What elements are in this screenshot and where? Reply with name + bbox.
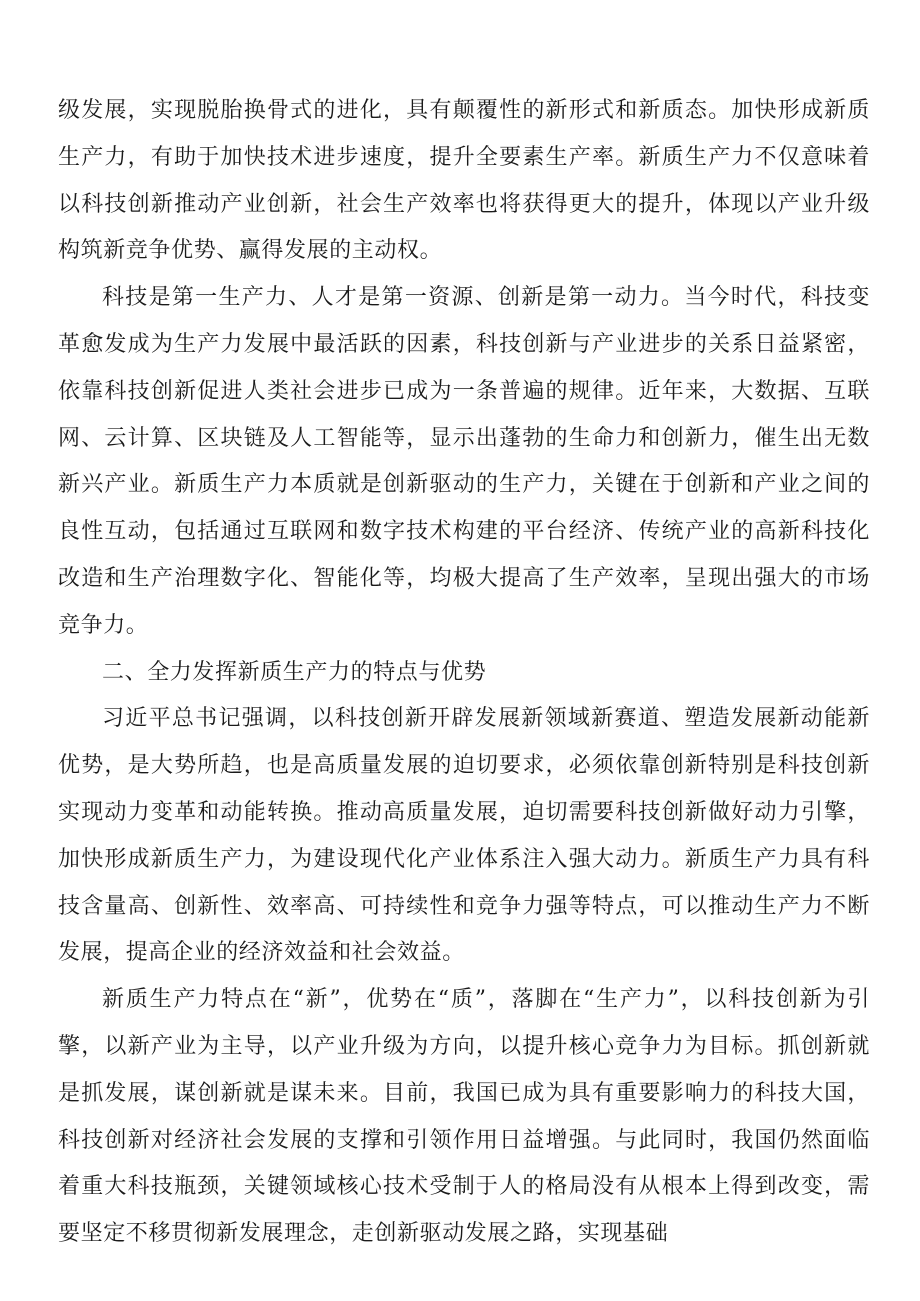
document-body xyxy=(58,88,870,1258)
section-heading: 二、全力发挥新质生产力的特点与优势 xyxy=(102,659,487,685)
paragraph-features-advantages: 新质生产力特点在“新”，优势在“质”，落脚在“生产力”，以科技创新为引擎，以新产业为主导，以产业升级为方向，以提升核心竞争力为目标。抓创新就是抓发展，谋创新就是谋未来。目前，我国已成为具有重要影响力的科技大国，科技创新对经济社会发展的支撑和引领作用日益增强。与此同时，我国仍然面临着重大科技瓶颈，关键领域核心技术受制于人的格局没有从根本上得到改变，需要坚定不移贯彻新发展理念，走创新驱动发展之路，实现基础 xyxy=(58,987,870,1247)
paragraph-xi-emphasis: 习近平总书记强调，以科技创新开辟发展新领域新赛道、塑造发展新动能新优势，是大势所趋，也是高质量发展的迫切要求，必须依靠创新特别是科技创新实现动力变革和动能转换。推动高质量发展，迫切需要科技创新做好动力引擎，加快形成新质生产力，为建设现代化产业体系注入强大动力。新质生产力具有科技含量高、创新性、效率高、可持续性和竞争力强等特点，可以推动生产力不断发展，提高企业的经济效益和社会效益。 xyxy=(58,706,870,966)
paragraph-tech-innovation: 科技是第一生产力、人才是第一资源、创新是第一动力。当今时代，科技变革愈发成为生产力发展中最活跃的因素，科技创新与产业进步的关系日益紧密，依靠科技创新促进人类社会进步已成为一条普遍的规律。近年来，大数据、互联网、云计算、区块链及人工智能等，显示出蓬勃的生命力和创新力，催生出无数新兴产业。新质生产力本质就是创新驱动的生产力，关键在于创新和产业之间的良性互动，包括通过互联网和数字技术构建的平台经济、传统产业的高新科技化改造和生产治理数字化、智能化等，均极大提高了生产效率，呈现出强大的市场竞争力。 xyxy=(58,285,870,638)
paragraph-continuation: 级发展，实现脱胎换骨式的进化，具有颠覆性的新形式和新质态。加快形成新质生产力，有助于加快技术进步速度，提升全要素生产率。新质生产力不仅意味着以科技创新推动产业创新，社会生产效率也将获得更大的提升，体现以产业升级构筑新竞争优势、赢得发展的主动权。 xyxy=(58,98,870,264)
